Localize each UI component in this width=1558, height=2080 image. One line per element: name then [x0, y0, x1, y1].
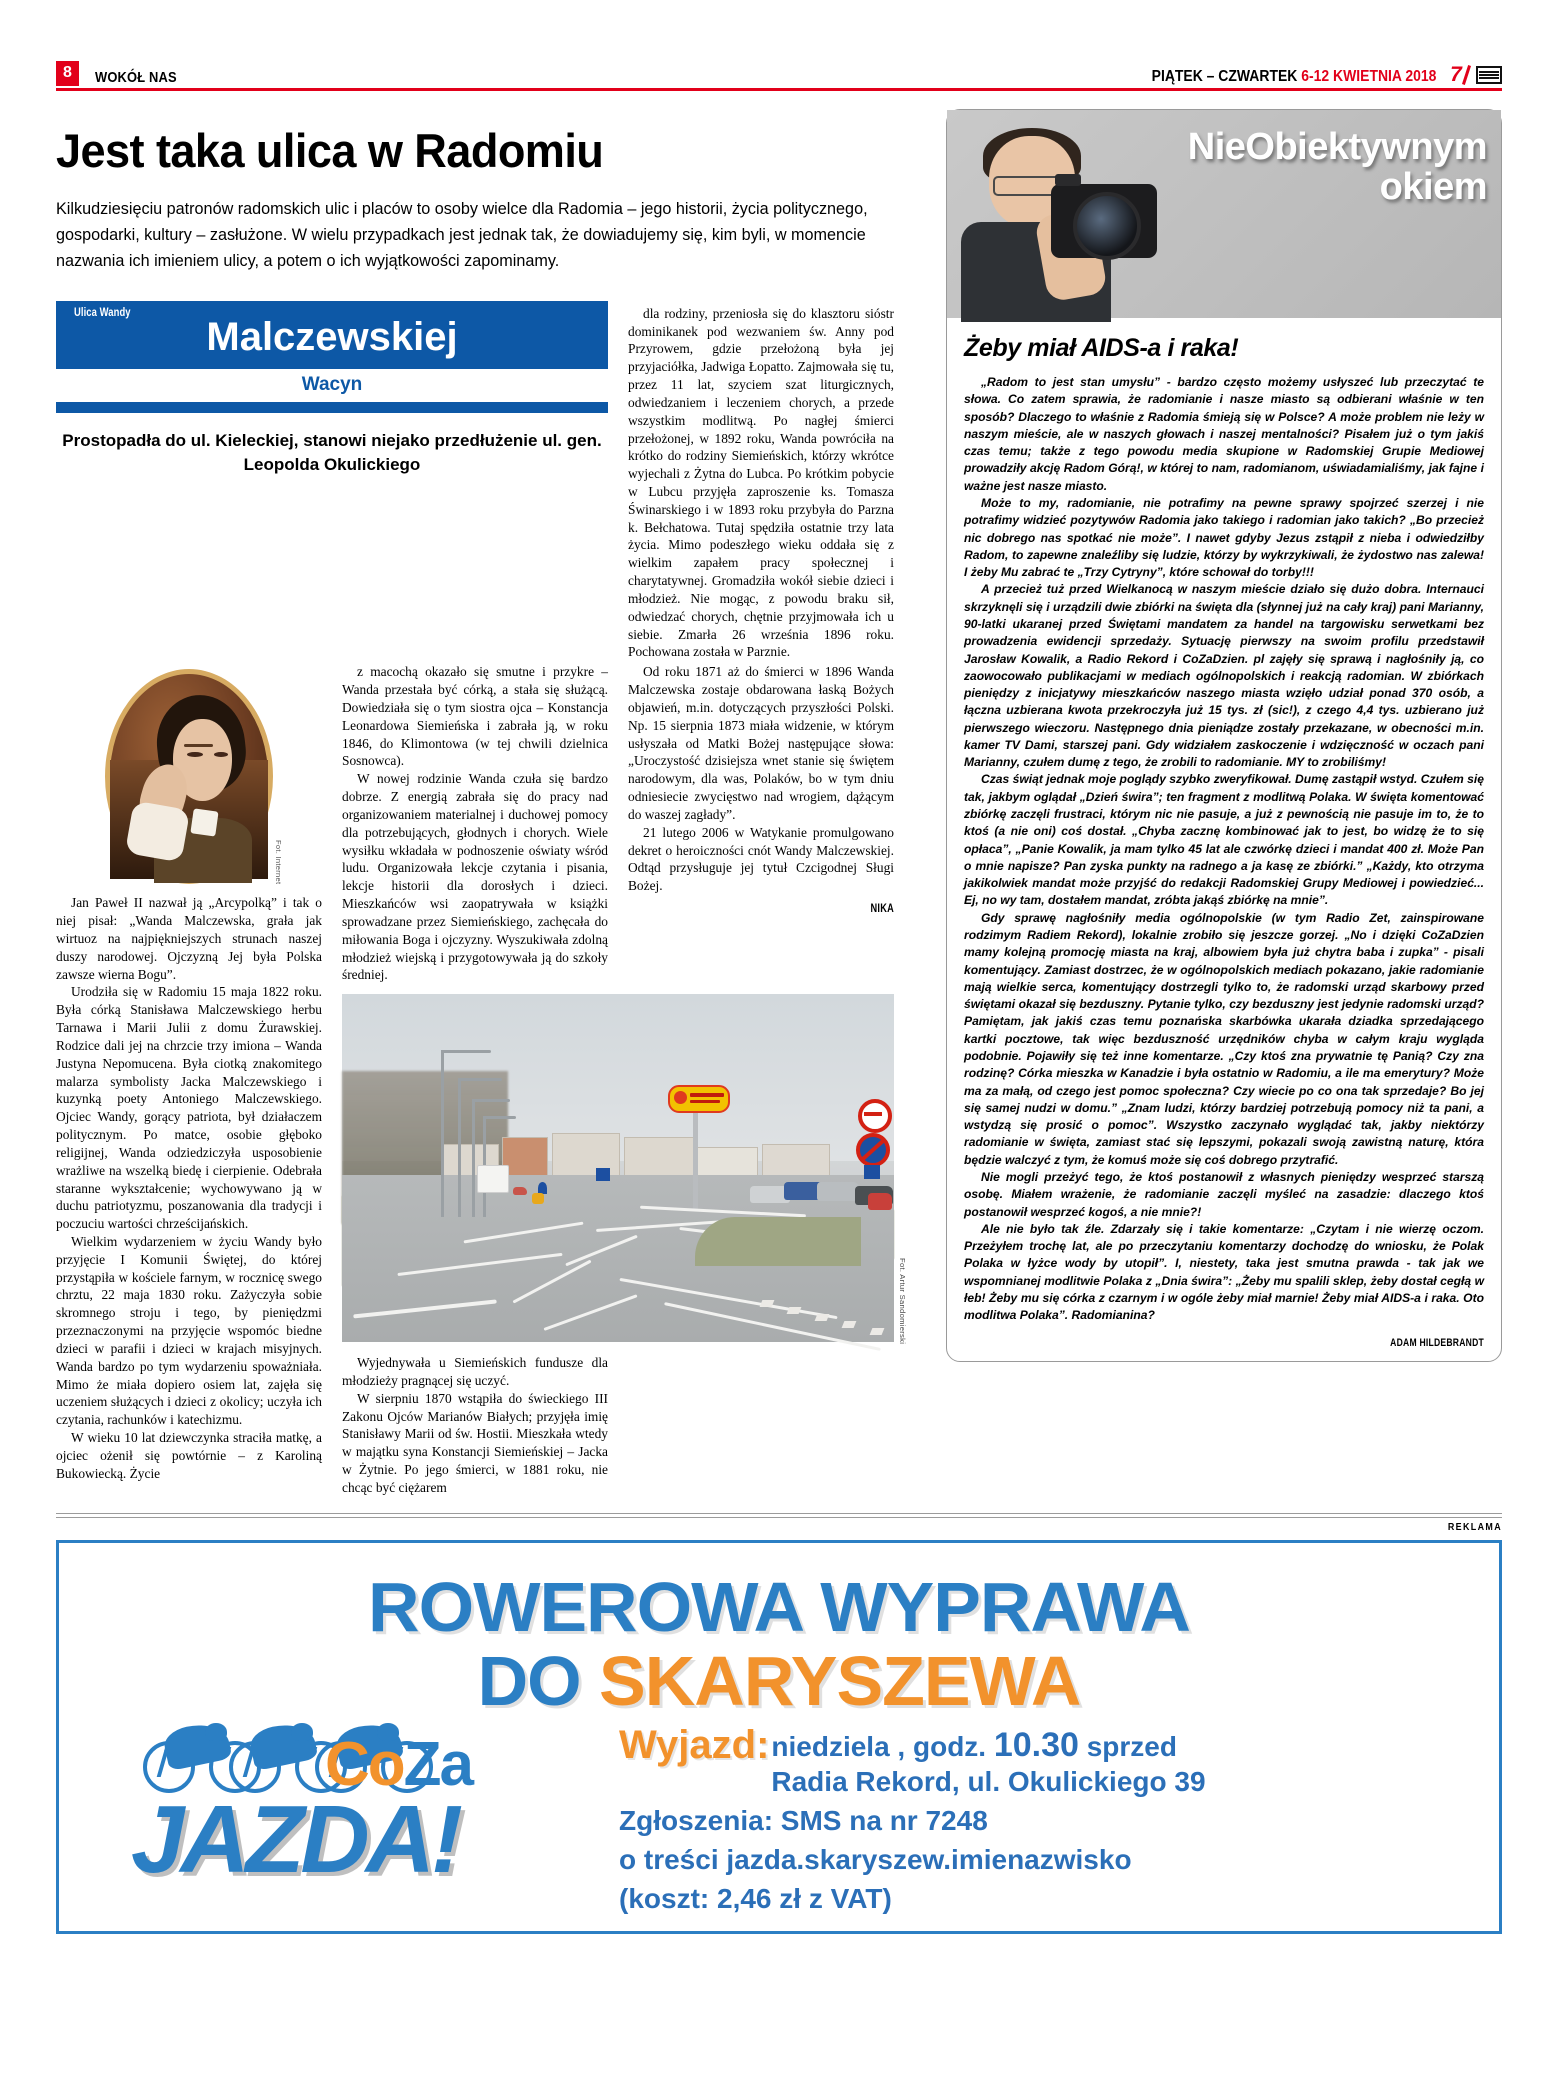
- article-columns: [56, 663, 907, 1497]
- paragraph: Ale nie było tak źle. Zdarzały się i takie komentarze: „Czytam i nie wierzę oczom. Przeżyłem trochę lat, ale po przeczytaniu komentarzy dochodzę do wniosku, że Polak Polaka w łyżce wody by utopił”. I, niestety, taka jest smutna prawda - tak jak we wspomnianej modlitwie Polaka z „Dnia świra”: „Żeby mu spalili sklep, żeby dostał cegłą w łeb! Żeby mu się córka z czarnym i w ogóle żeby miał marnie! Żeby miał AIDS-a i raka. Oto modlitwa Polaka”. Radomianina?: [964, 1221, 1484, 1323]
- paragraph: Nie mogli przeżyć tego, że ktoś postanowił z własnych pieniędzy wesprzeć starszą osobę. Miałem wrażenie, że radomianie zaczęli myśleć na zasadzie: dlaczego ktoś postanowił wesprzeć kogoś, a nie mnie?!: [964, 1169, 1484, 1219]
- advert-rule-second: [56, 1517, 1502, 1540]
- paragraph: z macochą okazało się smutne i przykre – Wanda przestała być córką, a stała się służącą. Dowiedziała się o tym siostra ojca – Konstancja Leonardowa Siemieńska i zabrała ją, w roku 1846, do Klimontowa (w tej chwili dzielnica Sosnowca).: [342, 664, 608, 769]
- plaque-main: [56, 301, 608, 370]
- advert-title-line1: ROWEROWA WYPRAWA: [368, 1567, 1190, 1646]
- logo-jazda-text: JAZDA!: [131, 1785, 459, 1893]
- newspaper-page: [0, 52, 1558, 2080]
- street-photo: [342, 994, 907, 1345]
- article-headline: Jest taka ulica w Radomiu: [56, 124, 604, 177]
- opinion-brand-title: NieObiektywnym okiem: [1187, 126, 1487, 208]
- opinion-body: [947, 318, 1501, 1361]
- article-byline: NIKA: [870, 903, 894, 916]
- article-column-1: [56, 663, 322, 1497]
- paragraph: Urodziła się w Radomiu 15 maja 1822 roku. Była córką Stanisława Malczewskiego herbu Tarnawa i Marii Julii z domu Żurawskiej. Rodzice dali jej na chrzcie trzy imiona – Wanda Justyna Nepomucena. Była ciotką znakomitego malarza symbolisty Jacka Malczewskiego i kuzynką poety Antoniego Malczewskiego. Ojciec Wandy, gorący patriota, był działaczem politycznym. Po matce, osobie głęboko religijnej, Wanda odziedziczyła usposobienie wrażliwe na wszelką biedę i cierpienie. Odebrała staranne wykształcenie; wychowywano ją w duchu patriotyzmu, poszanowania dla tradycji i poczuciu wartości chrześcijańskich.: [56, 984, 322, 1232]
- paragraph: Może to my, radomianie, nie potrafimy na pewne sprawy spojrzeć szerzej i nie potrafimy widzieć pozytywów Radomia jako takiego i radomian jako takich? „Bo przecież nic dobrego nas spotkać nie może”. I nawet gdyby Jezus zstąpił z nieba i odwiedziłby Radom, to zapewne znaleźliby się ludzie, którzy by wykrzykiwali, że żydostwo nas zalewa! I żeby Mu zabrać te „Trzy Cytryny”, które schował do torby!!!: [964, 495, 1484, 580]
- coza-jazda-logo: [125, 1719, 565, 1909]
- paragraph: 21 lutego 2006 w Watykanie promulgowano dekret o heroiczności cnót Wandy Malczewskiej. Odtąd przysługuje jej tytuł Czcigodnej Sługi Bożej.: [628, 824, 894, 894]
- page-masthead: [56, 52, 1502, 86]
- article-subhead: Prostopadła do ul. Kieleckiej, stanowi niejako przedłużenie ul. gen. Leopolda Okulickiego: [62, 431, 602, 475]
- advert-zone: [56, 1513, 1502, 1934]
- opinion-header-banner: [947, 110, 1501, 318]
- logo-coza-text: CoZa: [325, 1729, 473, 1799]
- street-photo-credit: Fot. Artur Sandomierski: [898, 1257, 907, 1345]
- paragraph: Czas świąt jednak moje poglądy szybko zweryfikował. Dumę zastąpił wstyd. Czułem się tak, jakbym oglądał „Dzień świra”; ten fragment z modlitwą Polaka. W święta komentować zbiórkę zaczęli frustraci, którym nic nie pasuje, a już z pewnością nie pasuje im to, że to ktoś (a nie oni) coś dostał. „Chyba zacznę kombinować jak to jest, bo widzę że to się opłaca”, „Panie Kowalik, ja mam tylko 45 lat ale czwórkę dzieci i mandat 400 zł. Może Pan o mnie napisze? Pan zyska punkty na radnego a ja kasę ze zbiórki.” „Każdy, kto otrzyma jakikolwiek mandat może przyjść do redakcji Radomskiej Grupy Mediowej i powiedzieć... Ej, no wy tam, dostałem mandat, zróbta jakąś zbiórkę na mnie”.: [964, 772, 1484, 908]
- advert-signup-line: Zgłoszenia: SMS na nr 7248: [619, 1804, 988, 1836]
- portrait-photo: [105, 669, 273, 884]
- advert-title-line2: DO SKARYSZEWA: [477, 1641, 1081, 1720]
- advert-wyjazd-label: Wyjazd:: [619, 1722, 770, 1767]
- advert-details: [619, 1722, 1475, 1915]
- paragraph: „Radom to jest stan umysłu” - bardzo często możemy usłyszeć lub przeczytać te słowa. Co zatem sprawia, że radomianie i nasze miasto są odbierani właśnie w ten sposób? Dlaczego to właśnie z Radomia śmieją się w Polsce? A może problem nie leży w naszym mieście, ale w naszych głowach i naszej mentalności? Pisałem już o tym jakiś czas temu; także z tego powodu media skupione w Radomskiej Grupie Mediowej prowadziły akcję Radom Górą!, w której to nam, radomianom, uświadamialiśmy, jak fajne i ważne jest nasze miasto.: [964, 375, 1484, 493]
- paragraph: W wieku 10 lat dziewczynka straciła matkę, a ojciec ożenił się powtórnie – z Karoliną Bukowiecką. Życie: [56, 1430, 322, 1481]
- advert-label: REKLAMA: [1447, 1520, 1502, 1533]
- dni-logo-icon: [1476, 66, 1502, 84]
- feature-article: [56, 109, 907, 1497]
- paragraph: A przecież tuż przed Wielkanocą w naszym mieście działo się dużo dobra. Internauci skrzyknęli się i urządzili dwie zbiórki na święta dla (słynnej już na cały kraj) pani Marianny, 90-latki ukaranej przed Świętami mandatem za handel na targowisku serwetkami bez prowadzenia ewidencji sprzedaży. Sytuację pierwszy na swoim profilu przedstawił Jarosław Kowalik, a Radio Rekord i CoZaDzien. pl zajęły się sprawą i nagłośniły ją, co zaowocowało publikacjami w mediach ogólnopolskich i reakcją radomian. W zbiórkach pieniędzy z inicjatywy mieszkańców naszego miasta wzięło udział ponad 370 osób, a łączna uzbierana kwota przekroczyła już 15 tys. zł (sic!), z czego 4,4 tys. uzbierano już pierwszego wieczoru. Następnego dnia pieniądze zostały przekazane, w obecności m.in. kamer TV Dami, starszej pani. Gdy widziałem zaskoczenie i wdzięczność w oczach pani Marianny, czułem dumę z tego, że zrobili to radomianie. MY to zrobiliśmy!: [964, 582, 1484, 770]
- paragraph: W nowej rodzinie Wanda czuła się bardzo dobrze. Z energią zabrała się do pracy nad organizowaniem materialnej i duchowej pomocy dla potrzebujących, głodnych i chorych. Wiele wysiłku wkładała w podnoszenie oświaty wśród ludu. Organizowała lekcje czytania i pisania, lekcje historii dla dorosłych i dzieci. Mieszkańców wsi zaopatrywała w książki sprowadzane przez Siemieńskiego, zachęcała do miłowania Boga i ojczyzny. Wyszukiwała zdolną młodzież wiejską i przygotowywała ją do szkoły średniej.: [342, 771, 608, 983]
- paragraph: dla rodziny, przeniosła się do klasztoru sióstr dominikanek pod wezwaniem św. Anny pod Przyrowem, gdzie przełożoną była jej przyjaciółka, Jadwiga Łopatto. Zajmowała się tu, przez 11 lat, szyciem szat liturgicznych, odwiedzaniem i leczeniem chorych, a przede wszystkim modlitwą. Po nagłej śmierci przełożonej, w 1892 roku, Wanda powróciła na krótko do rodziny Siemieńskich, którzy wkrótce wyjechali z Żytna do Lubca. Po krótkim pobycie w Lubcu przyjęła zaproszenie ks. Tomasza Świnarskiego i w 1893 roku przybyła do Parzna k. Bełchatowa. Tutaj spędziła ostatnie trzy lata życia. Mimo podeszłego wieku oddała się z wielkim zapałem pracy społecznej i charytatywnej. Gromadziła wokół siebie dzieci i młodzież. Nie mogąc, z powodu braku sił, odwiedzać chorych, chętnie przyjmowała ich u siebie. Zmarła 26 września 1896 roku. Pochowana została w Parznie.: [628, 305, 894, 660]
- portrait-credit: Fot. Internet: [274, 839, 283, 885]
- page-content: [56, 109, 1502, 1497]
- street-plaque: [56, 301, 608, 414]
- article-lede: Kilkudziesięciu patronów radomskich ulic i placów to osoby wielce dla Radomia – jego historii, życia politycznego, gospodarki, kultury – zasłużone. W wielu przypadkach jest jednak tak, że dowiadujemy się, kim byli, w momencie nazwania ich imieniem ulicy, a potem o ich wyjątkowości zapominamy.: [56, 200, 868, 271]
- article-column-3-top: [628, 297, 894, 662]
- paragraph: Wyjednywała u Siemieńskich fundusze dla młodzieży pragnącej się uczyć.: [342, 1355, 608, 1388]
- paragraph: Od roku 1871 aż do śmierci w 1896 Wanda Malczewska zostaje obdarowana łaską Bożych objawień, m.in. dotyczących przyszłości Polski. Np. 15 sierpnia 1873 miała widzenie, w którym usłyszała od Matki Bożej następujące słowa: „Uroczystość dzisiejsza wnet stanie się świętem narodowym, dla was, Polaków, bo w tym dniu odniesiecie zwycięstwo nad wrogiem, dążącym do waszej zagłady”.: [628, 664, 894, 822]
- masthead-right: [1120, 64, 1502, 86]
- page-number: 8: [56, 61, 79, 86]
- advert-sms-content-line: o treści jazda.skaryszew.imienazwisko: [619, 1843, 1132, 1875]
- masthead-rule: [56, 88, 1502, 91]
- paragraph: Gdy sprawę nagłośniły media ogólnopolskie (w tym Radio Zet, zainspirowane rodzimym Radiem Rekord), lokalnie zrobiło się jeszcze gorzej. „No i dzięki CoZaDzien mamy kolejną promocję miasta na kraj, albowiem była już chytra baba i zupka” - pisali komentujący. Zamiast dostrzec, że w ogólnopolskich mediach pokazano, jakie radomianie mają wielkie serca, komentujący dostrzegli tylko to, że radomski urząd skarbowy przed świętami okazał się bezduszny. Pytanie tylko, czy bezduszny jest jedynie radomski urząd? Pamiętam, jak jakiś czas temu poznańska skarbówka ukarała dziadka sprzedającego kartki pocztowe, tak więc bezduszność urzędników chyba w całym kraju wygląda podobnie. Pojawiły się też inne komentarze. „Czy ktoś zna prywatnie tę Panią? Czy zna rodzinę? Córka mieszka w Kanadzie i była ostatnio w Radomiu, a ile ma emerytury? Może ma za małą, od czego jest pomoc społeczna? Czy wiecie po co ona tak sprzedaje? Bo jej się samej nudzi w domu.” „Znam ludzi, którzy bardziej potrzebują pomocy niż ta pani, a wstydzą się prosić o pomoc”. Wszystko zaczynało wyglądać tak, jakby niektórzy radomianie w święta, zamiast stać się lepszymi, pokazali swoją zawistną naturę, która będzie walczyć z tym, że komuś może się coś dobrego przytrafić.: [964, 910, 1484, 1167]
- plaque-footer-bar: [56, 402, 608, 413]
- opinion-title: Żeby miał AIDS-a i raka!: [964, 334, 1239, 362]
- plaque-district: Wacyn: [56, 369, 608, 402]
- opinion-byline: ADAM HILDEBRANDT: [1390, 1337, 1484, 1350]
- advert-departure-lines: niedziela , godz. 10.30 sprzed Radia Rekord, ul. Okulickiego 39: [771, 1725, 1206, 1797]
- advert-banner[interactable]: [56, 1540, 1502, 1934]
- issue-date: PIĄTEK – CZWARTEK 6-12 KWIETNIA 2018: [1151, 68, 1436, 85]
- paragraph: W sierpniu 1870 wstąpiła do świeckiego III Zakonu Ojców Marianów Białych; przyjęła imię Stanisławy Marii od św. Hostii. Mieszkała wtedy w majątku syna Konstancji Siemieńskiej – Jacka w Żytnie. Po jego śmierci, w 1881 roku, nie chcąc być ciężarem: [342, 1390, 608, 1495]
- portrait-figure: [104, 669, 283, 885]
- section-name: WOKÓŁ NAS: [94, 69, 177, 86]
- opinion-box: [946, 109, 1502, 1362]
- paragraph: Wielkim wydarzeniem w życiu Wandy było przyjęcie I Komunii Świętej, do której przystąpiła w kościele farnym, w rocznicę swego chrztu, 22 maja 1830 roku. Zażyczyła sobie skromnego stroju i tego, by pieniędzmi przeznaczonymi na przyjęcie wspomóc biedne dzieci w parafii i dzieci w krajach misyjnych. Wanda bardzo po tym wydarzeniu spoważniała. Mimo że miała dopiero osiem lat, zajęła się uczeniem służących i dzieci z okolicy; uczyła ich czytania, rachunków i katechizmu.: [56, 1234, 322, 1428]
- plaque-street-name: Malczewskiej: [206, 314, 458, 359]
- advert-cost-line: (koszt: 2,46 zł z VAT): [619, 1882, 892, 1914]
- paragraph: Jan Paweł II nazwał ją „Arcypolką” i tak o niej pisał: „Wanda Malczewska, grała jak wirtuoz na najpiękniejszych strunach naszej duszy narodowej. Ojczyzną Jej była Polska zawsze wierna Bogu”.: [56, 895, 322, 982]
- seven-logo-icon: 7: [1443, 64, 1469, 86]
- plaque-prefix: Ulica Wandy: [74, 306, 131, 319]
- opinion-column: [946, 109, 1502, 1497]
